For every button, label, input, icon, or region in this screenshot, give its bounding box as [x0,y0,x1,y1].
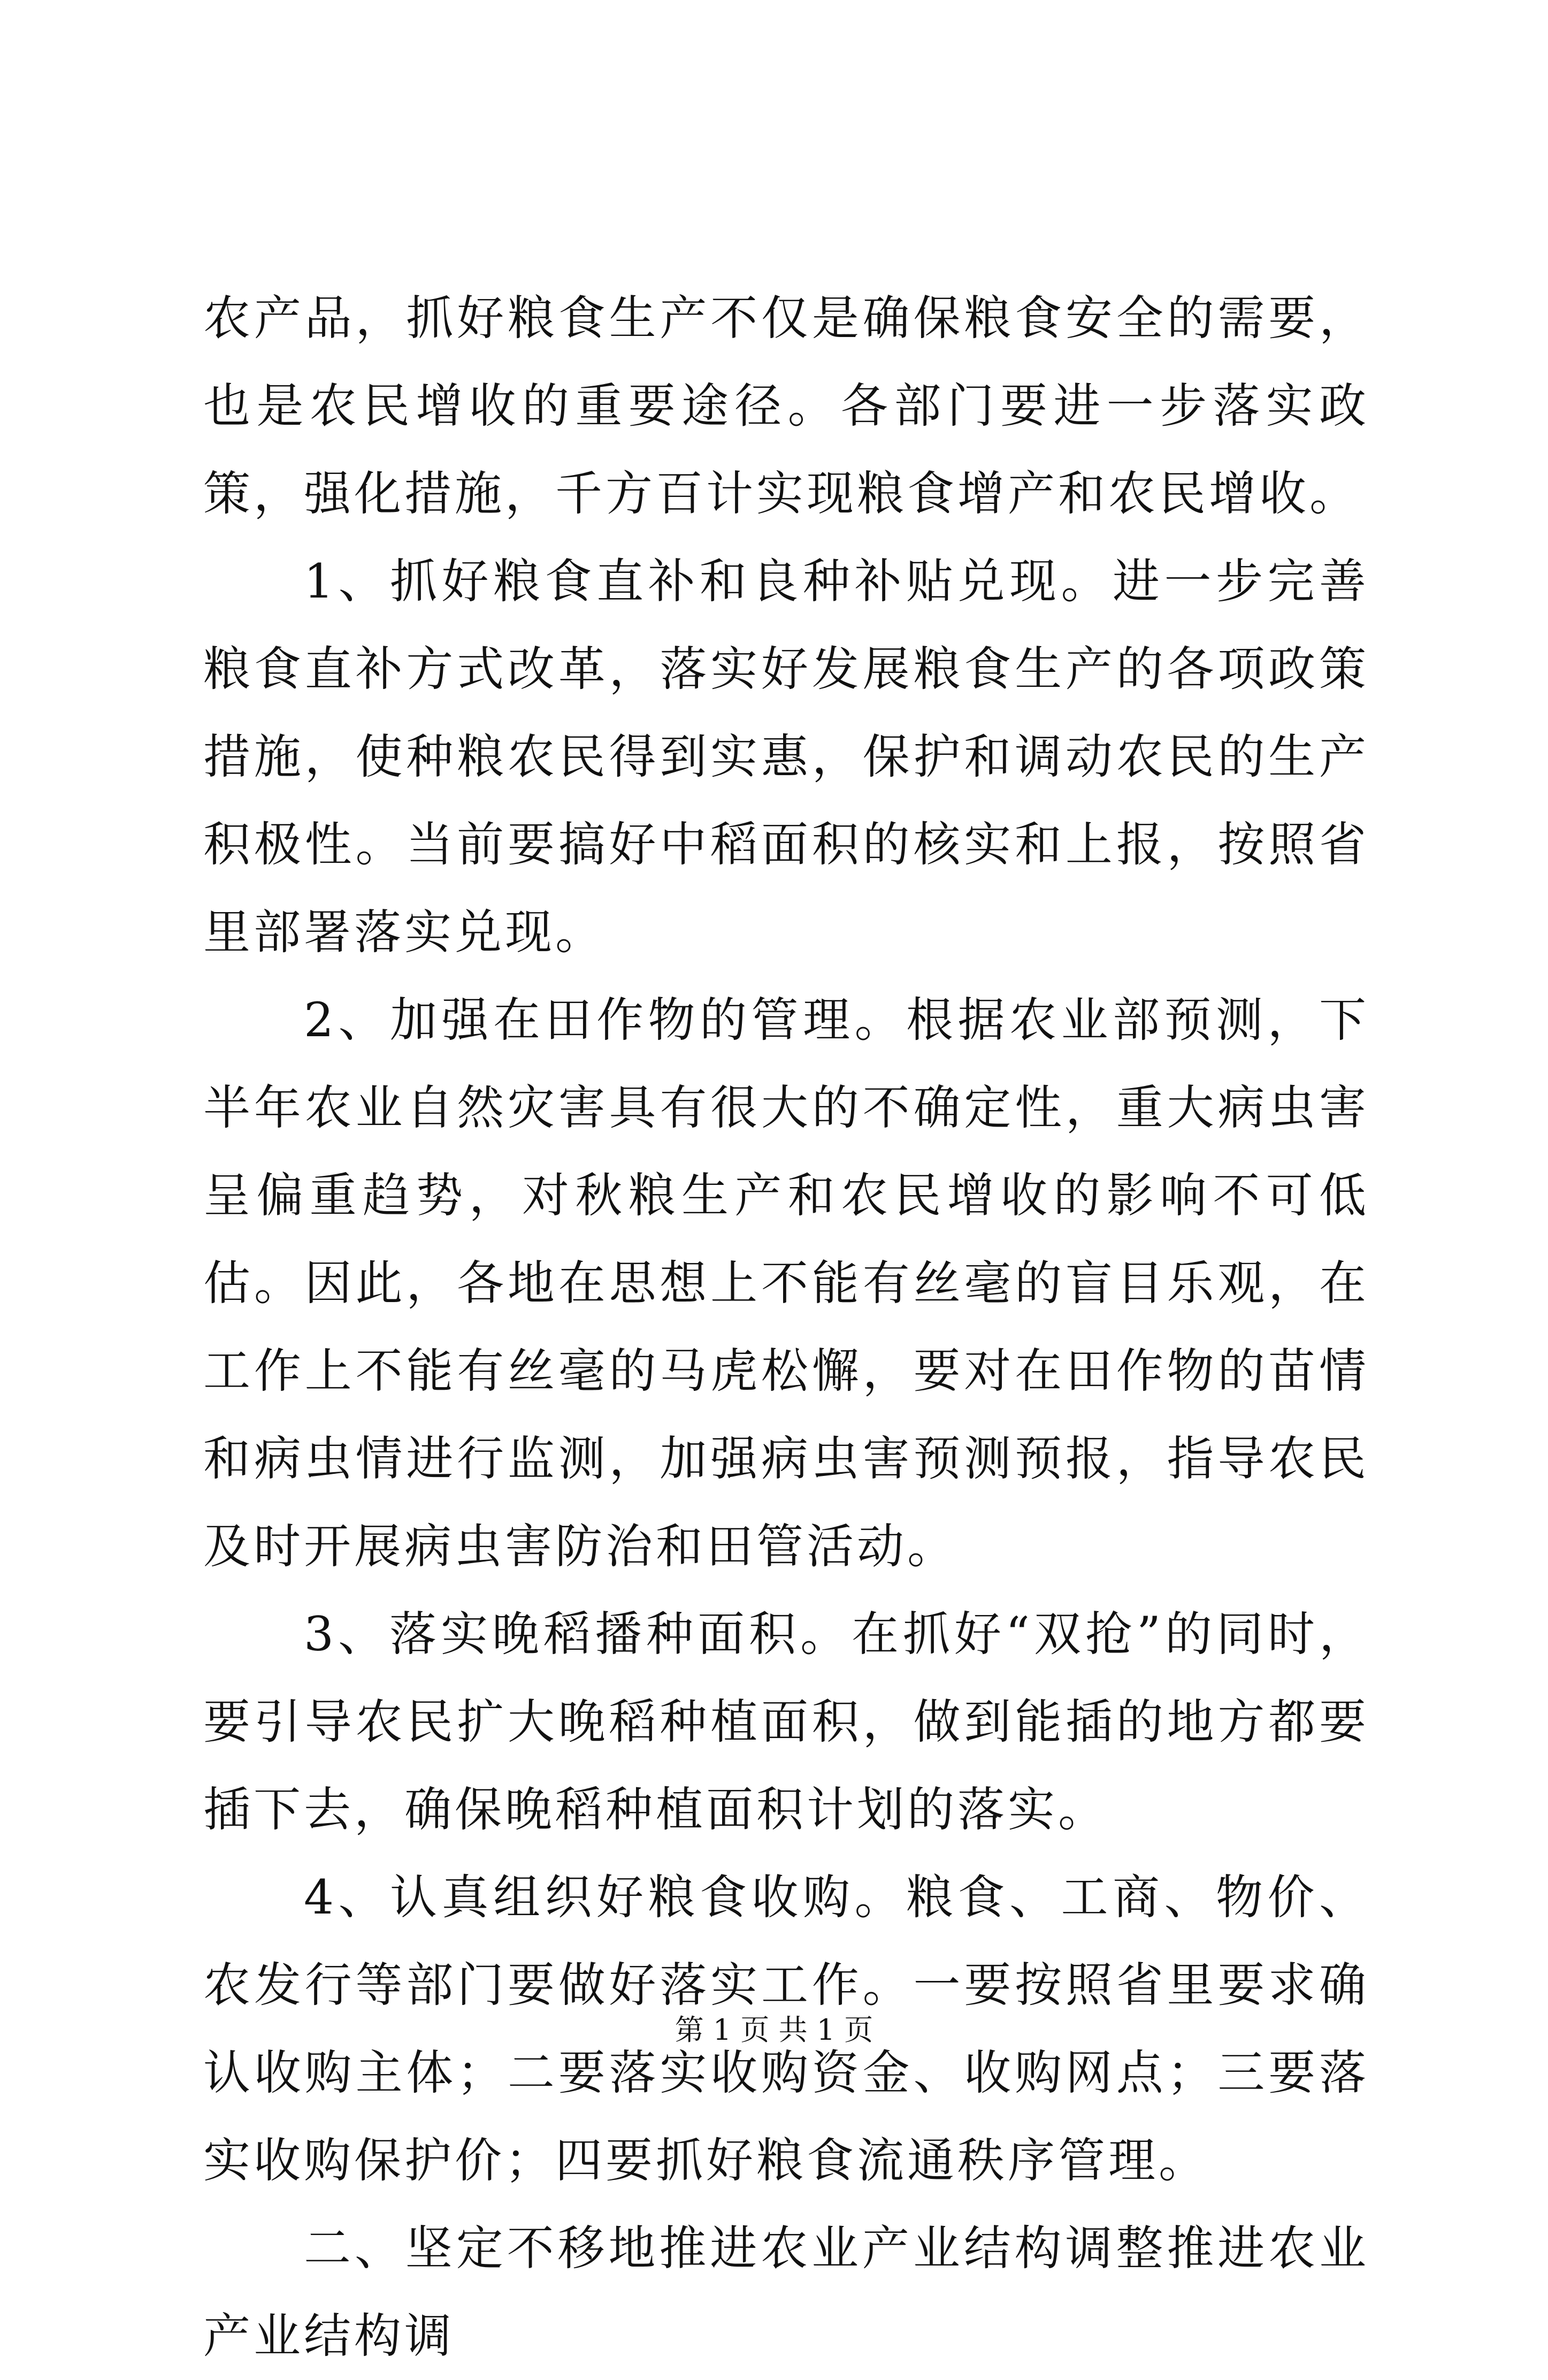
paragraph-section-2-heading: 二、坚定不移地推进农业产业结构调整推进农业产业结构调 [203,2221,1369,2363]
paragraph-item-3: 3、落实晚稻播种面积。在抓好“双抢”的同时，要引导农民扩大晚稻种植面积，做到能插的地方都要插下去，确保晚稻种植面积计划的落实。 [203,1606,1369,1837]
paragraph-intro: 农产品，抓好粮食生产不仅是确保粮食安全的需要，也是农民增收的重要途径。各部门要进一步落实政策，强化措施，千方百计实现粮食增产和农民增收。 [203,290,1369,521]
page-footer [0,2011,1548,2049]
paragraph-item-2: 2、加强在田作物的管理。根据农业部预测，下半年农业自然灾害具有很大的不确定性，重大病虫害呈偏重趋势，对秋粮生产和农民增收的影响不可低估。因此，各地在思想上不能有丝毫的盲目乐观，在工作上不能有丝毫的马虎松懈，要对在田作物的苗情和病虫情进行监测，加强病虫害预测预报，指导农民及时开展病虫害防治和田管活动。 [203,992,1369,1574]
page-number-label: 第 1 页 共 1 页 [675,2013,873,2047]
paragraph-item-4: 4、认真组织好粮食收购。粮食、工商、物价、农发行等部门要做好落实工作。一要按照省里要求确认收购主体；二要落实收购资金、收购网点；三要落实收购保护价；四要抓好粮食流通秩序管理。 [203,1870,1369,2188]
document-body [203,274,1369,2380]
paragraph-item-1: 1、抓好粮食直补和良种补贴兑现。进一步完善粮食直补方式改革，落实好发展粮食生产的各项政策措施，使种粮农民得到实惠，保护和调动农民的生产积极性。当前要搞好中稻面积的核实和上报，按照省里部署落实兑现。 [203,554,1369,960]
